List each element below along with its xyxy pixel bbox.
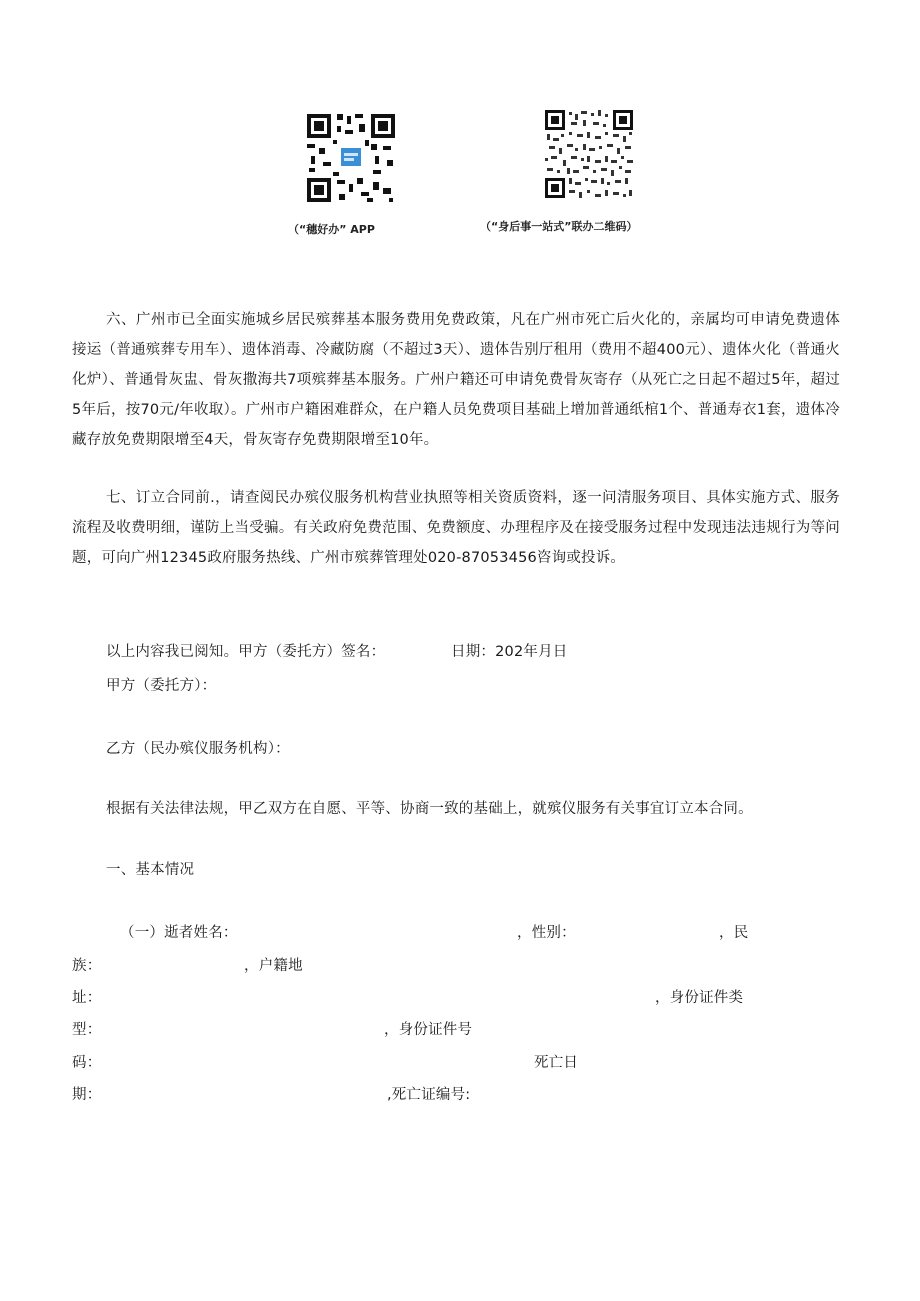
household-label-end: 址： xyxy=(72,990,102,1006)
death-date-label-end: 期： xyxy=(72,1087,102,1103)
acknowledgement-date: 日期：202年月日 xyxy=(451,644,568,660)
qr-code-icon xyxy=(543,108,635,200)
id-number-label-end: 码： xyxy=(72,1055,102,1071)
gender-label: ，性别： xyxy=(517,925,576,941)
death-certificate-label: ,死亡证编号: xyxy=(387,1087,471,1103)
section-seven-paragraph: 七、订立合同前.，请查阅民办殡仪服务机构营业执照等相关资质资料，逐一问清服务项目、具体实施方式、服务流程及收费明细，谨防上当受骗。有关政府免费范围、免费额度、办理程序及在接受服务过程中发现违法违规行为等问题，可向广州12345政府服务热线、广州市殡葬管理处020-87053456咨询或投诉。 xyxy=(72,490,840,566)
id-number-label-start: ，身份证件号 xyxy=(384,1022,473,1038)
death-date-label-start: 死亡日 xyxy=(534,1055,579,1071)
party-b-label: 乙方（民办殡仪服务机构）： xyxy=(106,741,290,757)
qr-caption-one-stop: （“身后事一站式”联办二维码） xyxy=(480,220,638,233)
section-six-paragraph: 六、广州市已全面实施城乡居民殡葬基本服务费用免费政策，凡在广州市死亡后火化的，亲属均可申请免费遗体接运（普通殡葬专用车）、遗体消毒、冷藏防腐（不超过3天）、遗体告别厅租用（费用不超400元）、遗体火化（普通火化炉）、普通骨灰盅、骨灰撒海共7项殡葬基本服务。广州户籍还可申请免费骨灰寄存（从死亡之日起不超过5年，超过5年后，按70元/年收取）。广州市户籍困难群众，在户籍人员免费项目基础上增加普通纸棺1个、普通寿衣1套，遗体冷藏存放免费期限增至4天，骨灰寄存免费期限增至10年。 xyxy=(72,312,840,448)
deceased-name-label: （一）逝者姓名： xyxy=(120,925,238,941)
heading-basic-info: 一、基本情况 xyxy=(106,862,195,878)
party-a-label: 甲方（委托方）： xyxy=(106,678,217,694)
id-type-label-end: 型： xyxy=(72,1022,102,1038)
qr-code-one-stop xyxy=(543,108,635,200)
id-type-label-start: ，身份证件类 xyxy=(655,990,744,1006)
ethnicity-label-end: 族： xyxy=(72,958,102,974)
household-label-start: ，户籍地 xyxy=(244,958,303,974)
ethnicity-label-start: ，民 xyxy=(719,925,749,941)
qr-code-suihaoban xyxy=(303,110,399,206)
qr-code-icon xyxy=(303,110,399,206)
acknowledgement-text: 以上内容我已阅知。甲方（委托方）签名： xyxy=(106,644,386,660)
qr-caption-suihaoban: （“穗好办” APP xyxy=(288,223,375,236)
preamble: 根据有关法律法规，甲乙双方在自愿、平等、协商一致的基础上，就殡仪服务有关事宜订立本合同。 xyxy=(106,801,753,817)
